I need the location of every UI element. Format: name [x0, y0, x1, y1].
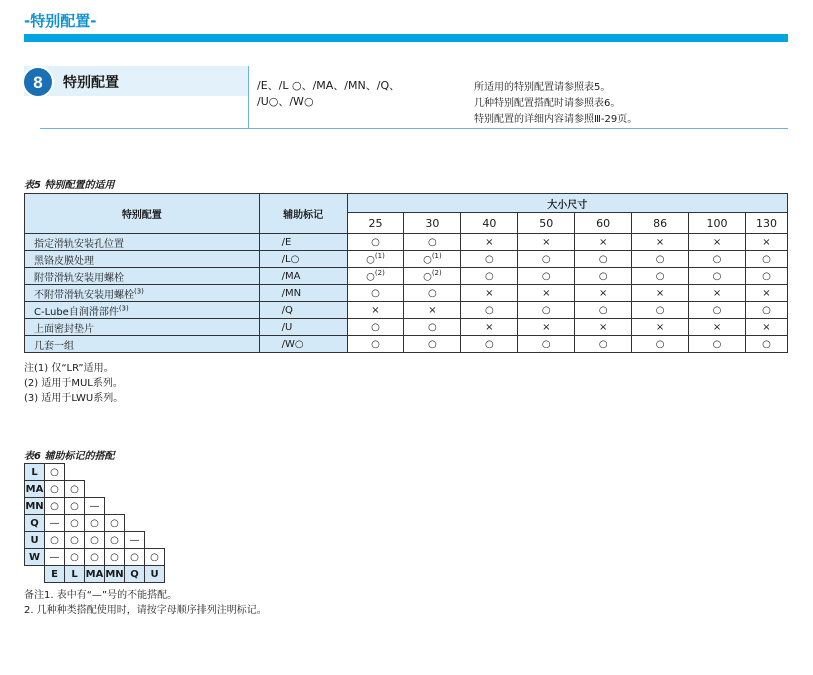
applicability-cell	[689, 268, 746, 285]
applicability-mark: ×	[428, 304, 437, 316]
applicability-mark: ○	[423, 254, 432, 266]
table6-caption: 表6 辅助标记的搭配	[24, 451, 115, 462]
applicability-mark: ×	[655, 236, 665, 248]
combination-cell: ○	[85, 532, 105, 549]
applicability-mark: ×	[712, 287, 722, 299]
applicability-cell	[632, 285, 689, 302]
header-size-value: 25	[347, 213, 404, 234]
footnote-marker: (3)	[118, 304, 129, 313]
applicability-cell	[347, 268, 404, 285]
table-row	[25, 336, 788, 353]
applicability-cell	[518, 319, 575, 336]
applicability-mark: ○	[598, 270, 608, 282]
applicability-cell	[404, 302, 461, 319]
empty-cell	[145, 481, 165, 498]
empty-cell	[105, 481, 125, 498]
applicability-cell	[632, 319, 689, 336]
combination-cell: ○	[105, 515, 125, 532]
applicability-cell	[689, 319, 746, 336]
applicability-mark: ×	[712, 236, 722, 248]
header-size-value: 30	[404, 213, 461, 234]
combination-cell: ○	[85, 515, 105, 532]
feature-label: 不附带滑轨安装用螺栓	[34, 289, 134, 301]
applicability-mark: ○	[712, 304, 722, 316]
column-label: L	[65, 566, 85, 583]
applicability-mark: ○	[762, 253, 771, 265]
section-title: 特别配置	[63, 75, 119, 91]
table6	[24, 463, 165, 583]
applicability-mark: ○	[366, 254, 375, 266]
applicability-mark: ×	[598, 321, 608, 333]
title-bar	[24, 34, 788, 42]
combination-cell: ○	[125, 549, 145, 566]
row-label: U	[25, 532, 45, 549]
table-row	[25, 268, 788, 285]
section-codes-line: /U○、/W○	[257, 95, 314, 108]
row-label: Q	[25, 515, 45, 532]
footnote-marker: (1)	[374, 252, 385, 261]
section-underline	[40, 128, 788, 129]
section-number-badge	[22, 66, 54, 98]
feature-cell	[25, 319, 260, 336]
applicability-mark: ×	[542, 287, 551, 299]
applicability-cell	[461, 336, 518, 353]
table5	[24, 193, 788, 353]
combination-cell: ○	[65, 515, 85, 532]
corner-cell	[25, 566, 45, 583]
applicability-mark: ○	[655, 338, 665, 350]
empty-cell	[125, 515, 145, 532]
applicability-mark: ×	[655, 321, 665, 333]
applicability-mark: ×	[762, 287, 771, 299]
applicability-cell	[689, 336, 746, 353]
header-size-value: 130	[745, 213, 787, 234]
table-row	[25, 464, 165, 481]
applicability-cell	[347, 251, 404, 268]
applicability-cell	[518, 251, 575, 268]
combination-cell: —	[45, 515, 65, 532]
feature-cell	[25, 302, 260, 319]
applicability-cell	[461, 285, 518, 302]
code-cell: /MA	[259, 268, 347, 285]
applicability-mark: ×	[485, 287, 494, 299]
applicability-mark: ○	[762, 304, 771, 316]
applicability-cell	[745, 268, 787, 285]
code-cell: /MN	[259, 285, 347, 302]
applicability-cell	[461, 319, 518, 336]
applicability-mark: ○	[371, 287, 380, 299]
page-title: -特别配置-	[24, 12, 97, 30]
applicability-cell	[518, 285, 575, 302]
empty-cell	[145, 498, 165, 515]
table-row	[25, 549, 165, 566]
header-size-value: 40	[461, 213, 518, 234]
empty-cell	[85, 464, 105, 481]
applicability-cell	[745, 234, 787, 251]
applicability-cell	[347, 336, 404, 353]
applicability-mark: ○	[371, 338, 380, 350]
combination-cell: ○	[65, 498, 85, 515]
combination-cell: ○	[65, 532, 85, 549]
applicability-mark: ○	[655, 304, 665, 316]
section-codes	[257, 78, 400, 110]
combination-cell: —	[85, 498, 105, 515]
applicability-mark: ○	[712, 253, 722, 265]
applicability-cell	[461, 302, 518, 319]
applicability-mark: ○	[598, 338, 608, 350]
applicability-mark: ○	[366, 271, 375, 283]
applicability-cell	[575, 234, 632, 251]
code-cell: /U	[259, 319, 347, 336]
applicability-mark: ○	[371, 321, 380, 333]
applicability-cell	[632, 251, 689, 268]
applicability-cell	[518, 336, 575, 353]
applicability-mark: ×	[542, 321, 551, 333]
header-size: 大小尺寸	[347, 194, 787, 213]
section-note: 几种特别配置搭配时请参照表6。	[474, 98, 621, 109]
empty-cell	[105, 464, 125, 481]
applicability-mark: ×	[542, 236, 551, 248]
applicability-cell	[347, 302, 404, 319]
svg-text:8: 8	[33, 73, 43, 92]
combination-cell: ○	[65, 481, 85, 498]
feature-label: 几套一组	[34, 340, 74, 352]
header-size-value: 100	[689, 213, 746, 234]
applicability-mark: ○	[655, 270, 665, 282]
applicability-cell	[347, 319, 404, 336]
applicability-mark: ×	[371, 304, 380, 316]
applicability-cell	[575, 319, 632, 336]
section-note: 特别配置的详细内容请参照Ⅲ-29页。	[474, 114, 638, 125]
empty-cell	[145, 464, 165, 481]
row-label: L	[25, 464, 45, 481]
feature-label: C-Lube自润滑部件	[34, 306, 119, 318]
feature-cell	[25, 251, 260, 268]
section-divider	[248, 66, 249, 128]
applicability-cell	[689, 251, 746, 268]
feature-label: 黑铬皮膜处理	[34, 255, 94, 267]
applicability-mark: ×	[712, 321, 722, 333]
empty-cell	[125, 464, 145, 481]
applicability-mark: ○	[712, 338, 722, 350]
footnote-marker: (3)	[134, 287, 144, 296]
column-label: MA	[85, 566, 105, 583]
column-label: E	[45, 566, 65, 583]
column-label-row	[25, 566, 165, 583]
code-cell: /W○	[259, 336, 347, 353]
applicability-cell	[745, 251, 787, 268]
applicability-cell	[404, 319, 461, 336]
applicability-cell	[575, 302, 632, 319]
footnote-marker: (2)	[374, 269, 385, 278]
applicability-cell	[575, 251, 632, 268]
applicability-mark: ×	[655, 287, 665, 299]
empty-cell	[85, 481, 105, 498]
table-row	[25, 498, 165, 515]
applicability-cell	[632, 336, 689, 353]
table5-note: (3) 适用于LWU系列。	[24, 393, 124, 404]
section-note: 所适用的特别配置请参照表5。	[474, 82, 611, 93]
header-size-value: 50	[518, 213, 575, 234]
row-label: MN	[25, 498, 45, 515]
applicability-mark: ○	[371, 236, 380, 248]
applicability-cell	[518, 268, 575, 285]
table5-note: (2) 适用于MUL系列。	[24, 378, 123, 389]
combination-cell: ○	[45, 498, 65, 515]
applicability-mark: ○	[598, 253, 608, 265]
combination-cell: ○	[85, 549, 105, 566]
empty-cell	[65, 464, 85, 481]
applicability-cell	[404, 285, 461, 302]
column-label: U	[145, 566, 165, 583]
feature-label: 附带滑轨安装用螺栓	[34, 272, 124, 284]
applicability-mark: ○	[762, 338, 771, 350]
applicability-mark: ×	[598, 287, 608, 299]
applicability-cell	[745, 302, 787, 319]
applicability-cell	[689, 285, 746, 302]
table6-notes	[24, 588, 267, 618]
applicability-cell	[404, 234, 461, 251]
applicability-mark: ×	[485, 321, 494, 333]
applicability-mark: ×	[762, 321, 771, 333]
combination-cell: ○	[145, 549, 165, 566]
applicability-cell	[575, 336, 632, 353]
applicability-cell	[461, 268, 518, 285]
feature-label: 上面密封垫片	[34, 323, 94, 335]
table-row	[25, 319, 788, 336]
applicability-mark: ○	[541, 304, 551, 316]
table5-caption: 表5 特别配置的适用	[24, 180, 115, 191]
applicability-mark: ○	[762, 270, 771, 282]
feature-cell	[25, 234, 260, 251]
applicability-mark: ○	[541, 253, 551, 265]
code-cell: /Q	[259, 302, 347, 319]
applicability-cell	[347, 285, 404, 302]
applicability-mark: ○	[541, 270, 551, 282]
code-cell: /E	[259, 234, 347, 251]
footnote-marker: (2)	[431, 269, 442, 278]
applicability-cell	[518, 234, 575, 251]
applicability-mark: ○	[712, 270, 722, 282]
row-label: MA	[25, 481, 45, 498]
applicability-cell	[632, 302, 689, 319]
empty-cell	[125, 498, 145, 515]
applicability-mark: ○	[484, 253, 494, 265]
applicability-cell	[745, 336, 787, 353]
feature-label: 指定滑轨安装孔位置	[34, 238, 124, 250]
table-row	[25, 302, 788, 319]
table5-note: 注(1) 仅“LR”适用。	[24, 363, 114, 374]
applicability-mark: ○	[428, 338, 437, 350]
applicability-mark: ×	[485, 236, 494, 248]
footnote-marker: (1)	[431, 252, 442, 261]
column-label: MN	[105, 566, 125, 583]
applicability-cell	[689, 234, 746, 251]
header-feature: 特别配置	[25, 194, 260, 234]
combination-cell: ○	[45, 481, 65, 498]
empty-cell	[145, 532, 165, 549]
table-row	[25, 532, 165, 549]
applicability-mark: ×	[598, 236, 608, 248]
table-row	[25, 285, 788, 302]
applicability-mark: ○	[423, 271, 432, 283]
applicability-mark: ×	[762, 236, 771, 248]
applicability-mark: ○	[484, 338, 494, 350]
header-code: 辅助标记	[259, 194, 347, 234]
code-cell: /L○	[259, 251, 347, 268]
combination-cell: ○	[45, 532, 65, 549]
applicability-cell	[404, 268, 461, 285]
feature-cell	[25, 285, 260, 302]
combination-cell: —	[45, 549, 65, 566]
applicability-cell	[404, 336, 461, 353]
header-size-value: 60	[575, 213, 632, 234]
feature-cell	[25, 268, 260, 285]
column-label: Q	[125, 566, 145, 583]
combination-cell: ○	[45, 464, 65, 481]
feature-cell	[25, 336, 260, 353]
empty-cell	[145, 515, 165, 532]
applicability-mark: ○	[598, 304, 608, 316]
table5-notes	[24, 361, 123, 406]
applicability-mark: ○	[484, 304, 494, 316]
table-row	[25, 234, 788, 251]
applicability-cell	[632, 234, 689, 251]
applicability-cell	[404, 251, 461, 268]
applicability-cell	[461, 234, 518, 251]
applicability-cell	[632, 268, 689, 285]
combination-cell: ○	[65, 549, 85, 566]
applicability-mark: ○	[428, 236, 437, 248]
header-size-value: 86	[632, 213, 689, 234]
table6-note: 2. 几种种类搭配使用时，请按字母顺序排列注明标记。	[24, 605, 267, 616]
applicability-cell	[461, 251, 518, 268]
applicability-cell	[575, 268, 632, 285]
applicability-cell	[575, 285, 632, 302]
empty-cell	[125, 481, 145, 498]
combination-cell: ○	[105, 532, 125, 549]
empty-cell	[105, 498, 125, 515]
applicability-cell	[745, 319, 787, 336]
section-codes-line: /E、/L ○、/MA、/MN、/Q、	[257, 79, 401, 92]
applicability-mark: ○	[428, 321, 437, 333]
section-header-box	[24, 66, 248, 96]
table-row	[25, 515, 165, 532]
applicability-mark: ○	[484, 270, 494, 282]
applicability-cell	[745, 285, 787, 302]
table-row	[25, 481, 165, 498]
applicability-cell	[518, 302, 575, 319]
combination-cell: ○	[105, 549, 125, 566]
applicability-mark: ○	[655, 253, 665, 265]
table-row	[25, 251, 788, 268]
table6-note: 备注1. 表中有“—”号的不能搭配。	[24, 590, 178, 601]
applicability-mark: ○	[428, 287, 437, 299]
applicability-cell	[689, 302, 746, 319]
combination-cell: —	[125, 532, 145, 549]
applicability-cell	[347, 234, 404, 251]
section-notes	[474, 80, 637, 128]
row-label: W	[25, 549, 45, 566]
applicability-mark: ○	[541, 338, 551, 350]
